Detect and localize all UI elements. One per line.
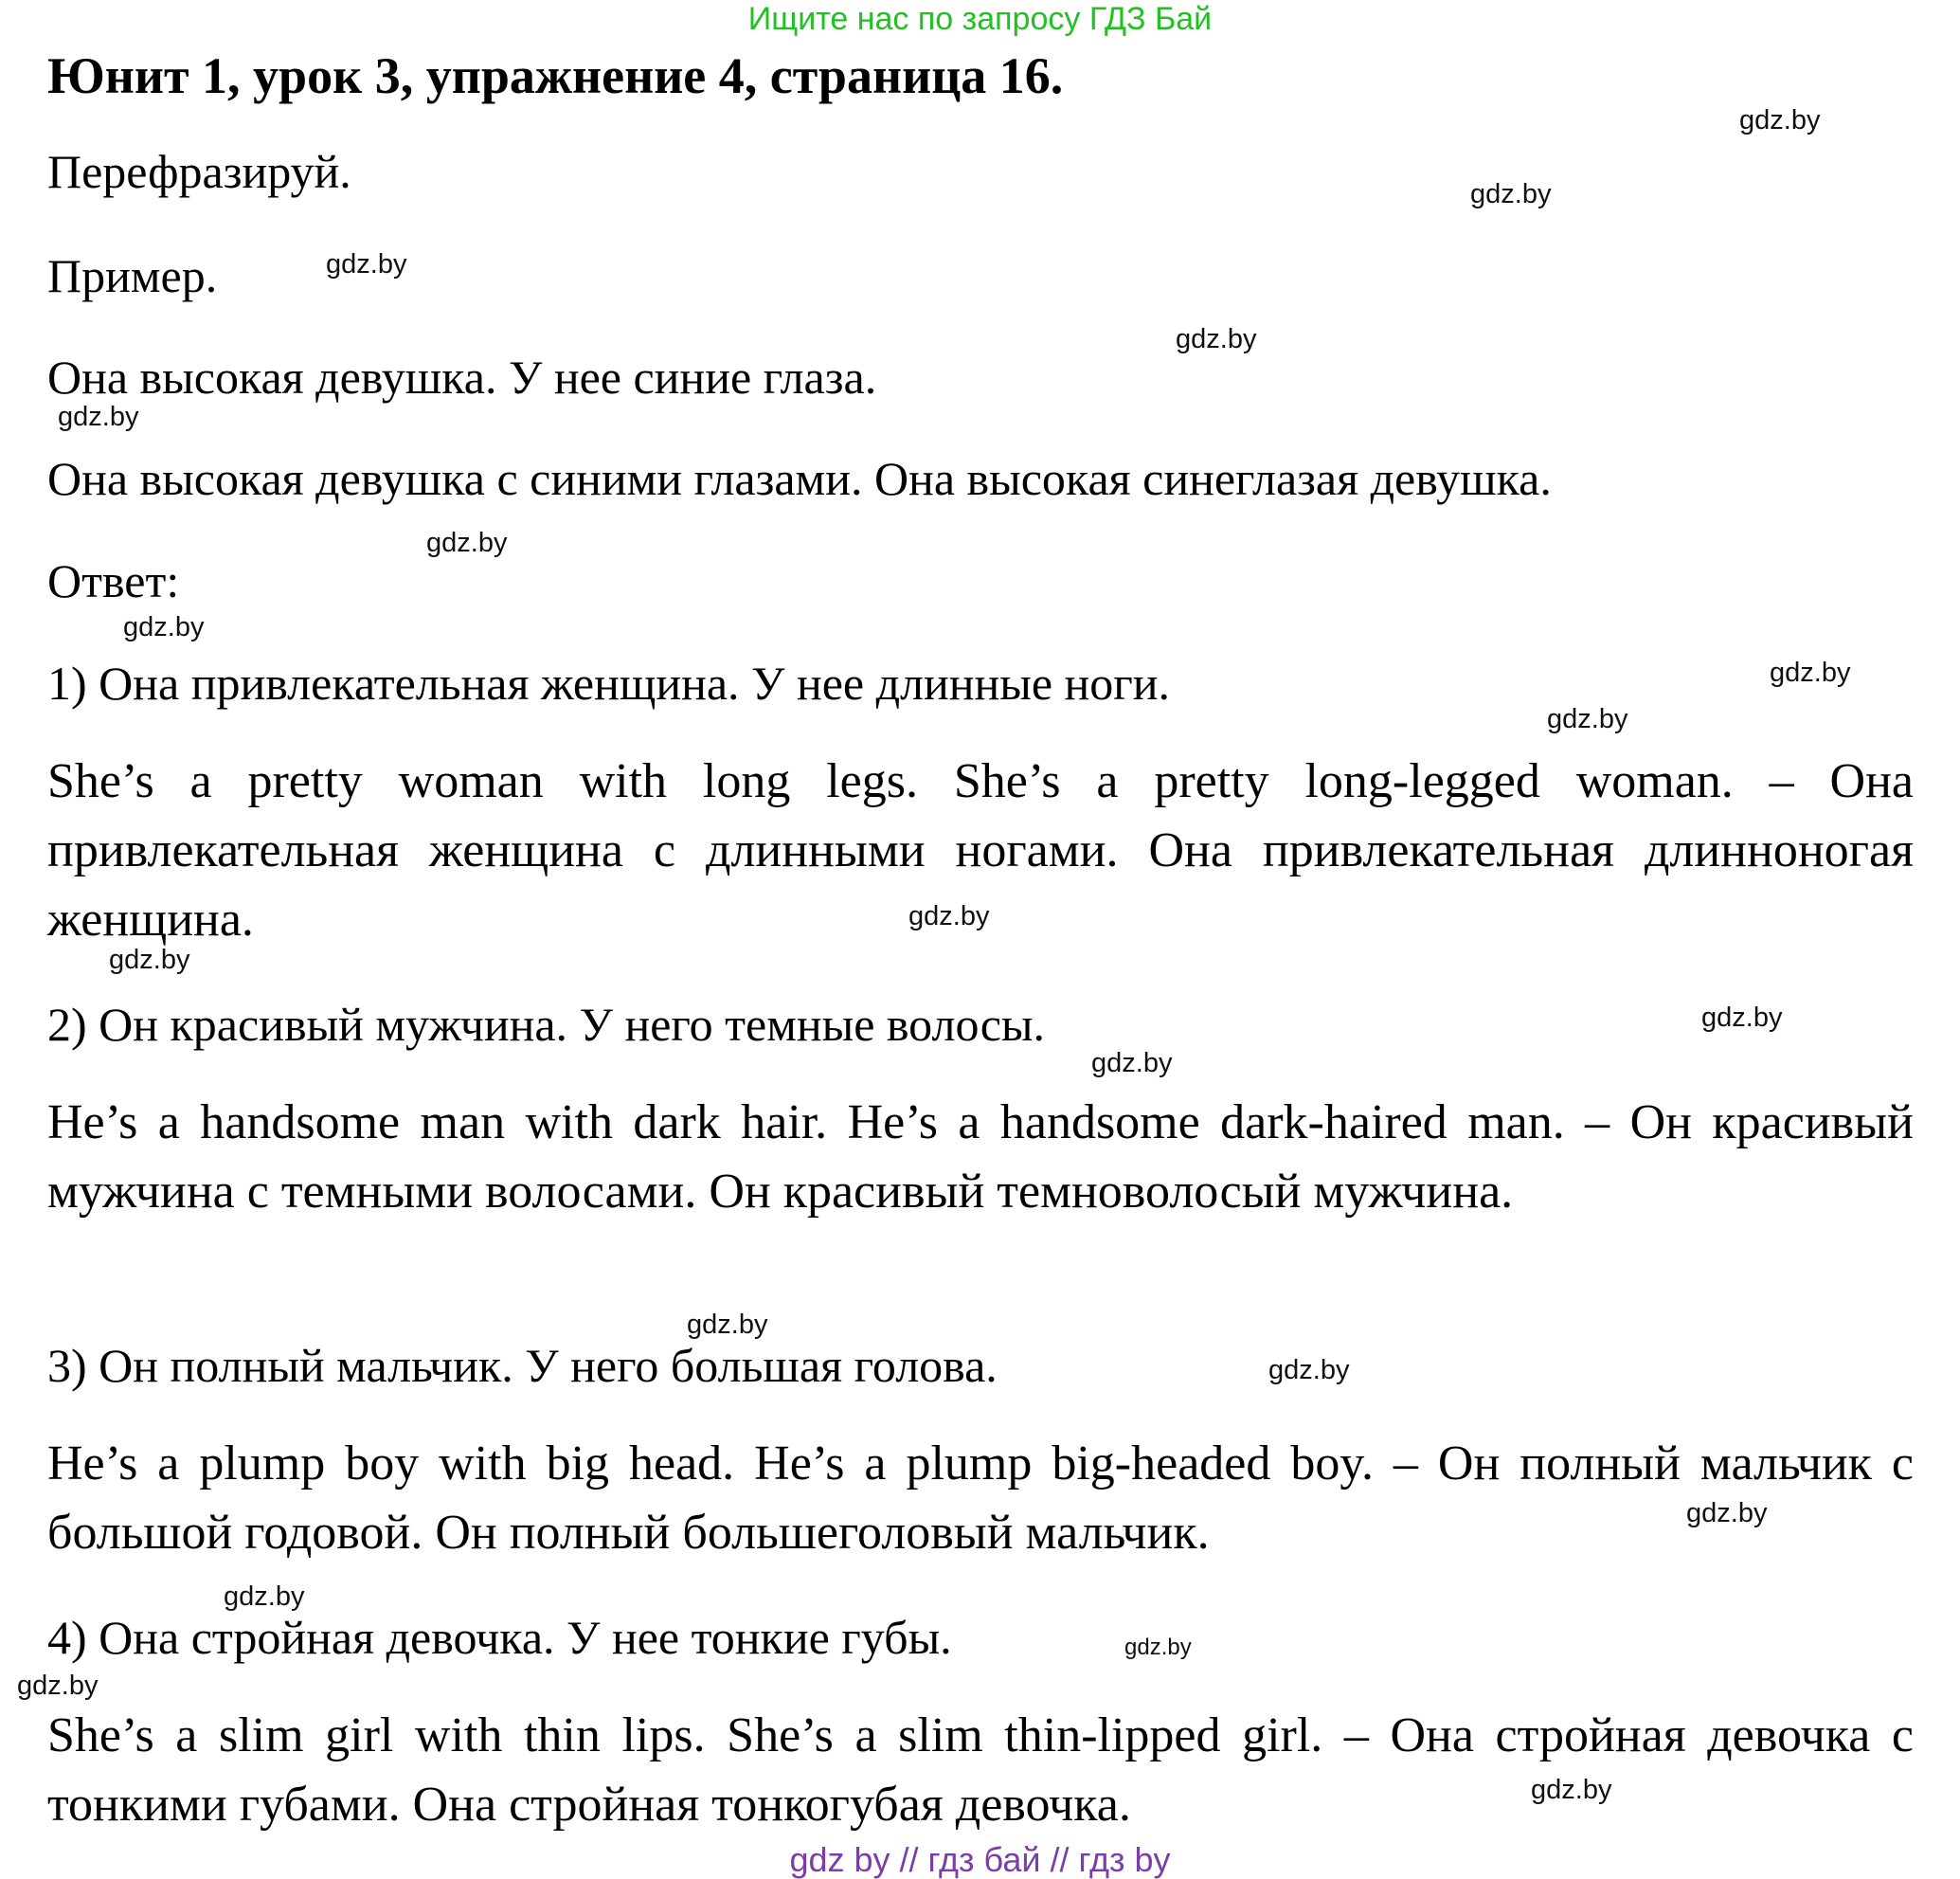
watermark: gdz.by	[908, 901, 990, 931]
watermark: gdz.by	[1739, 105, 1821, 136]
search-banner: Ищите нас по запросу ГДЗ Бай	[747, 1, 1213, 37]
watermark: gdz.by	[1531, 1775, 1612, 1805]
watermark: gdz.by	[326, 249, 407, 280]
instruction-text: Перефразируй.	[47, 145, 351, 198]
watermark: gdz.by	[1547, 704, 1628, 734]
watermark: gdz.by	[1470, 179, 1552, 209]
watermark: gdz.by	[1686, 1498, 1768, 1528]
watermark: gdz.by	[224, 1581, 305, 1612]
item-2-prompt: 2) Он красивый мужчина. У него темные волосы.	[47, 998, 1045, 1051]
watermark: gdz.by	[1268, 1355, 1350, 1385]
watermark: gdz.by	[1091, 1048, 1173, 1078]
item-3-answer: He’s a plump boy with big head. He’s a plump big-headed boy. – Он полный мальчик с большой годовой. Он полный большеголовый мальчик.	[47, 1436, 1914, 1560]
watermark: gdz.by	[1770, 658, 1851, 688]
item-1-answer: She’s a pretty woman with long legs. She’s a pretty long-legged woman. – Она привлекательная женщина с длинными ногами. Она привлекательная длинноногая женщина.	[47, 754, 1914, 947]
watermark: gdz.by	[1701, 1003, 1783, 1033]
page-title: Юнит 1, урок 3, упражнение 4, страница 16.	[47, 47, 1064, 104]
example-label: Пример.	[47, 249, 218, 302]
item-2-answer: He’s a handsome man with dark hair. He’s a handsome dark-haired man. – Он красивый мужчина с темными волосами. Он красивый темноволосый мужчина.	[47, 1095, 1914, 1219]
item-4-prompt: 4) Она стройная девочка. У нее тонкие губы.	[47, 1611, 952, 1664]
item-1-prompt: 1) Она привлекательная женщина. У нее длинные ноги.	[47, 657, 1171, 710]
example-result: Она высокая девушка с синими глазами. Она высокая синеглазая девушка.	[47, 452, 1552, 505]
footer-watermark: gdz by // гдз бай // гдз by	[789, 1840, 1171, 1879]
watermark: gdz.by	[426, 528, 508, 558]
watermark: gdz.by	[109, 945, 190, 975]
watermark: gdz.by	[123, 612, 205, 642]
watermark: gdz.by	[17, 1671, 99, 1701]
item-4-answer: She’s a slim girl with thin lips. She’s a slim thin-lipped girl. – Она стройная девочка с тонкими губами. Она стройная тонкогубая девочка.	[47, 1708, 1914, 1832]
example-given: Она высокая девушка. У нее синие глаза.	[47, 351, 877, 404]
watermark: gdz.by	[58, 402, 139, 432]
watermark: gdz.by	[1176, 324, 1257, 354]
watermark: gdz.by	[1124, 1635, 1192, 1660]
answer-label: Ответ:	[47, 554, 180, 607]
item-3-prompt: 3) Он полный мальчик. У него большая голова.	[47, 1339, 998, 1392]
watermark: gdz.by	[687, 1310, 768, 1340]
